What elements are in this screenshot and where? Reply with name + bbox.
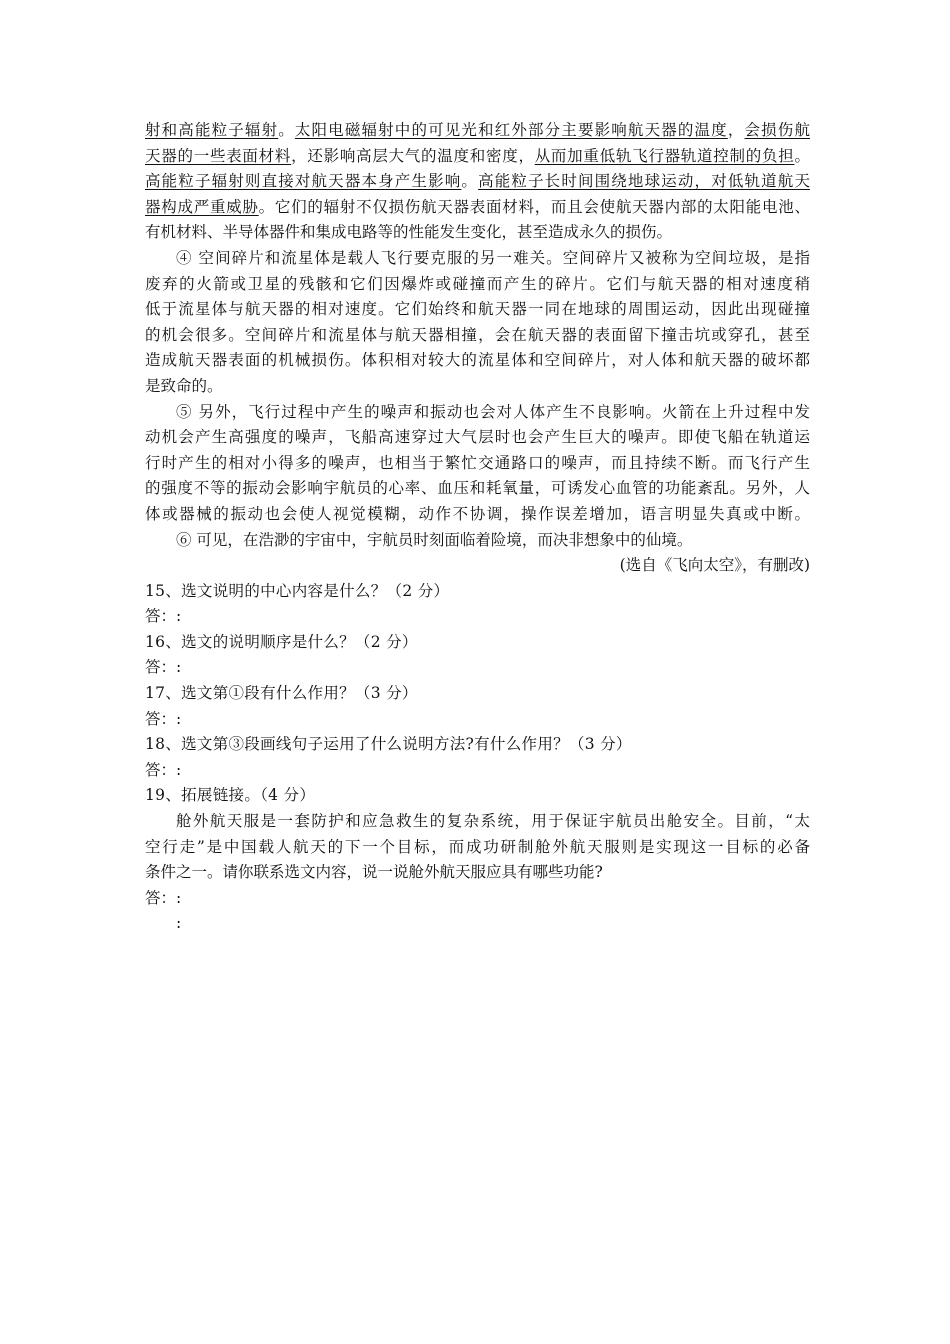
- passage-line: [145, 118, 810, 144]
- punctuation: 。: [461, 172, 479, 191]
- underlined-sentence: 高能粒子长时间围绕地球运动，对低轨道航天: [478, 172, 810, 191]
- passage-line: 低于流星体与航天器的相对速度。它们始终和航天器一同在地球的周围运动，因此出现碰撞: [145, 300, 810, 319]
- passage-line: 造成航天器表面的机械损伤。体积相对较大的流星体和空间碎片，对人体和航天器的破坏都: [145, 351, 810, 370]
- underlined-sentence: 天器的一些表面材料: [145, 146, 292, 165]
- passage-line: 舱外航天服是一套防护和应急救生的复杂系统，用于保证宇航员出舱安全。目前，“太: [176, 812, 810, 831]
- passage-line: 条件之一。请你联系选文内容，说一说舱外航天服应具有哪些功能?: [145, 863, 603, 882]
- punctuation: ，: [518, 146, 535, 165]
- underlined-sentence: 太阳电磁辐射中的可见光和红外部分主要影响航天器的温度: [294, 121, 728, 139]
- passage-line: ⑤ 另外，飞行过程中产生的噪声和振动也会对人体产生不良影响。火箭在上升过程中发: [176, 402, 810, 421]
- question-18: 18、选文第③段画线句子运用了什么说明方法?有什么作用？（3 分）: [145, 735, 632, 754]
- passage-line: 体或器械的振动也会使人视觉模糊，动作不协调，操作误差增加，语言明显失真或中断。: [145, 504, 810, 523]
- question-15: 15、选文说明的中心内容是什么？（2 分）: [145, 581, 450, 600]
- punctuation: ，: [291, 146, 308, 165]
- passage-line: 有机材料、半导体器件和集成电路等的性能发生变化，甚至造成永久的损伤。: [145, 223, 673, 242]
- text-segment: 。它们的辐射不仅损伤航天器表面材料，而且会使航天器内部的太阳能电池、: [258, 197, 810, 216]
- answer-line: 答：:: [145, 888, 182, 907]
- question-17: 17、选文第①段有什么作用？（3 分）: [145, 684, 418, 703]
- text-segment: 还影响高层大气的温度和密度: [307, 146, 519, 165]
- answer-line: 答：:: [145, 709, 182, 728]
- passage-line: ⑥ 可见，在浩渺的宇宙中，宇航员时刻面临着险境，而决非想象中的仙境。: [176, 530, 693, 549]
- underlined-sentence: 高能粒子辐射则直接对航天器本身产生影响: [145, 172, 462, 191]
- passage-line: 是致命的。: [145, 376, 223, 395]
- question-16: 16、选文的说明顺序是什么？（2 分）: [145, 632, 418, 651]
- passage-line: 空行走”是中国载人航天的下一个目标，而成功研制舱外航天服则是实现这一目标的必备: [145, 837, 810, 856]
- punctuation: 。: [794, 146, 810, 165]
- punctuation: 。: [278, 121, 295, 139]
- passage-line: 行时产生的相对小得多的噪声，也相当于繁忙交通路口的噪声，而且持续不断。而飞行产生: [145, 453, 810, 472]
- underlined-sentence: 会损伤航: [744, 121, 810, 139]
- passage-line: 的强度不等的振动会影响宇航员的心率、血压和耗氧量，可诱发心血管的功能紊乱。另外，人: [145, 479, 810, 498]
- underlined-sentence: 射和高能粒子辐射: [145, 121, 279, 139]
- answer-line: 答：:: [145, 760, 182, 779]
- answer-line: :: [176, 914, 182, 933]
- passage-line: [145, 195, 810, 221]
- source-citation: (选自《飞向太空》，有删改): [619, 556, 810, 575]
- passage-line: ④ 空间碎片和流星体是载人飞行要克服的另一难关。空间碎片又被称为空间垃圾，是指: [176, 248, 810, 267]
- passage-line: 废弃的火箭或卫星的残骸和它们因爆炸或碰撞而产生的碎片。它们与航天器的相对速度稍: [145, 274, 810, 293]
- underlined-sentence: 器构成严重威胁: [145, 197, 259, 216]
- answer-line: 答：:: [145, 607, 182, 626]
- document-page: [145, 118, 810, 937]
- question-19: 19、拓展链接。（4 分）: [145, 786, 316, 805]
- underlined-sentence: 从而加重低轨飞行器轨道控制的负担: [534, 146, 795, 165]
- passage-line: [145, 169, 810, 195]
- passage-line: 的机会很多。空间碎片和流星体与航天器相撞，会在航天器的表面留下撞击坑或穿孔，甚至: [145, 325, 810, 344]
- passage-line: [145, 144, 810, 170]
- answer-line: 答：:: [145, 658, 182, 677]
- passage-line: 动机会产生高强度的噪声，飞船高速穿过大气层时也会产生巨大的噪声。即使飞船在轨道运: [145, 428, 810, 447]
- punctuation: ，: [727, 121, 745, 139]
